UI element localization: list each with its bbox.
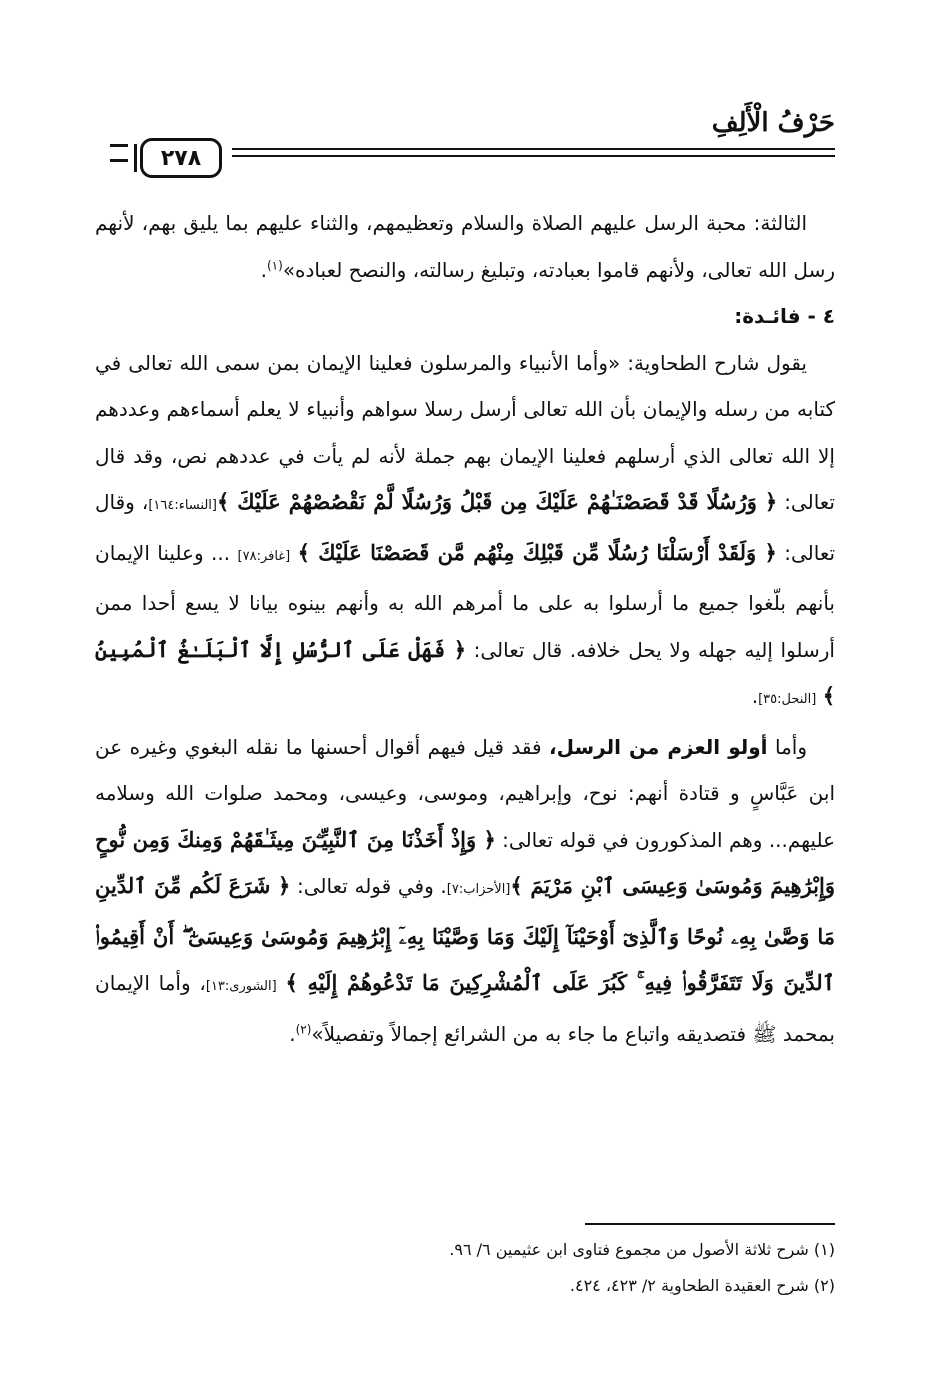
- verse-reference: [النحل:٣٥]: [758, 692, 817, 707]
- quran-verse: ﴿ وَرُسُلًا قَدْ قَصَصْنَـٰهُمْ عَلَيْكَ مِن قَبْلُ وَرُسُلًا لَّمْ نَقْصُصْهُمْ عَلَيْكَ ﴾: [216, 489, 778, 514]
- page-number: ٢٧٨: [140, 138, 222, 178]
- main-text: [95, 200, 835, 1057]
- text-run: وأما: [774, 734, 807, 759]
- footnote-2: (٢) شرح العقيدة الطحاوية ٢/ ٤٢٣، ٤٢٤.: [569, 1276, 835, 1295]
- footnote-separator: [585, 1223, 835, 1225]
- text-run: .: [289, 1021, 296, 1046]
- text-run: ... وعلينا الإيمان بأنهم بلّغوا جميع ما أرسلوا به على ما أمرهم الله به وأنهم بينوه بيانا لا يسع أحدا ممن أرسلوا إليه جهله ولا يحل خلافه. قال تعالى:: [95, 540, 835, 662]
- footnote-1: (١) شرح ثلاثة الأصول من مجموع فتاوى ابن عثيمين ٦/ ٩٦.: [449, 1240, 835, 1259]
- text-run: فقد قيل فيهم أقوال أحسنها ما نقله البغوي وغيره عن ابن عَبَّاسٍ و قتادة أنهم: نوح، وإبراهيم، وموسى، وعيسى، ومحمد صلوات الله وسلامه عليهم... وهم المذكورون في قوله تعالى:: [95, 734, 836, 852]
- header-rule-bottom: [232, 155, 835, 157]
- text-run: يقول شارح الطحاوية: «وأما الأنبياء والمرسلون فعلينا الإيمان بمن سمى الله تعالى في كتابه من رسله والإيمان بأن الله تعالى أرسل رسلا سواهم وأنبياء لا يعلم أسماءهم وعددهم إلا الله تعالى الذي أرسلهم فعلينا الإيمان بهم جملة لأنه لم يأت في عددهم نص، وقد قال تعالى:: [95, 350, 835, 514]
- header-rule-top: [232, 148, 835, 150]
- footnotes: [95, 1232, 835, 1304]
- text-run: ، وأما الإيمان بمحمد ﷺ فتصديقه واتباع ما جاء به من الشرائع إجمالاً وتفصيلاً»: [95, 971, 835, 1046]
- paragraph-third-point: [95, 200, 835, 293]
- paragraph-ulul-azm: [95, 724, 835, 1058]
- verse-reference: [غافر:٧٨]: [237, 548, 291, 564]
- verse-reference: [النساء:١٦٤]: [148, 498, 217, 513]
- footnote-marker-1: (١): [266, 257, 283, 272]
- verse-reference: [الأحزاب:٧]: [446, 882, 511, 897]
- text-run: .: [260, 257, 267, 282]
- section-heading: ٤ - فائـدة:: [734, 304, 835, 328]
- bold-phrase: أولو العزم من الرسل،: [549, 734, 768, 759]
- quran-verse: ﴿ وَإِذْ أَخَذْنَا مِنَ ٱلنَّبِيِّـۧنَ مِيثَـٰقَهُمْ وَمِنكَ وَمِن نُّوحٍ وَإِبْرَٰهِيمَ وَمُوسَىٰ وَعِيسَى ٱبْنِ مَرْيَمَ ﴾: [95, 826, 836, 898]
- footnote-marker-2: (٢): [295, 1021, 312, 1036]
- text-run: . وفي قوله تعالى:: [296, 874, 447, 898]
- text-run: الثالثة: محبة الرسل عليهم الصلاة والسلام وتعظيمهم، والثناء عليهم بما يليق بهم، لأنهم رسل الله تعالى، ولأنهم قاموا بعبادته، وتبليغ رسالته، والنصح لعباده»: [95, 211, 835, 282]
- verse-reference: [الشورى:١٣]: [205, 979, 277, 994]
- text-run: ، وقال تعالى:: [95, 490, 836, 565]
- text-run: .: [751, 684, 759, 708]
- quran-verse: ﴿ شَرَعَ لَكُم مِّنَ ٱلدِّينِ مَا وَصَّىٰ بِهِۦ نُوحًا وَٱلَّذِىٓ أَوْحَيْنَآ إِلَيْكَ وَمَا وَصَّيْنَا بِهِۦٓ إِبْرَٰهِيمَ وَمُوسَىٰ وَعِيسَىٰٓ ۖ أَنْ أَقِيمُوا۟ ٱلدِّينَ وَلَا تَتَفَرَّقُوا۟ فِيهِ ۚ كَبُرَ عَلَى ٱلْمُشْرِكِينَ مَا تَدْعُوهُمْ إِلَيْهِ ﴾: [95, 873, 835, 995]
- paragraph-tahawiyya-quote: [95, 340, 835, 724]
- header-ornament: [110, 144, 128, 162]
- quran-verse: ﴿ فَهَلْ عَلَى ٱلرُّسُلِ إِلَّا ٱلْبَلَـٰغُ ٱلْمُبِينُ ﴾: [95, 636, 835, 708]
- chapter-title: حَرْفُ الْأَلِفِ: [711, 108, 835, 138]
- quran-verse: ﴿ وَلَقَدْ أَرْسَلْنَا رُسُلًا مِّن قَبْلِكَ مِنْهُم مَّن قَصَصْنَا عَلَيْكَ ﴾: [297, 539, 777, 565]
